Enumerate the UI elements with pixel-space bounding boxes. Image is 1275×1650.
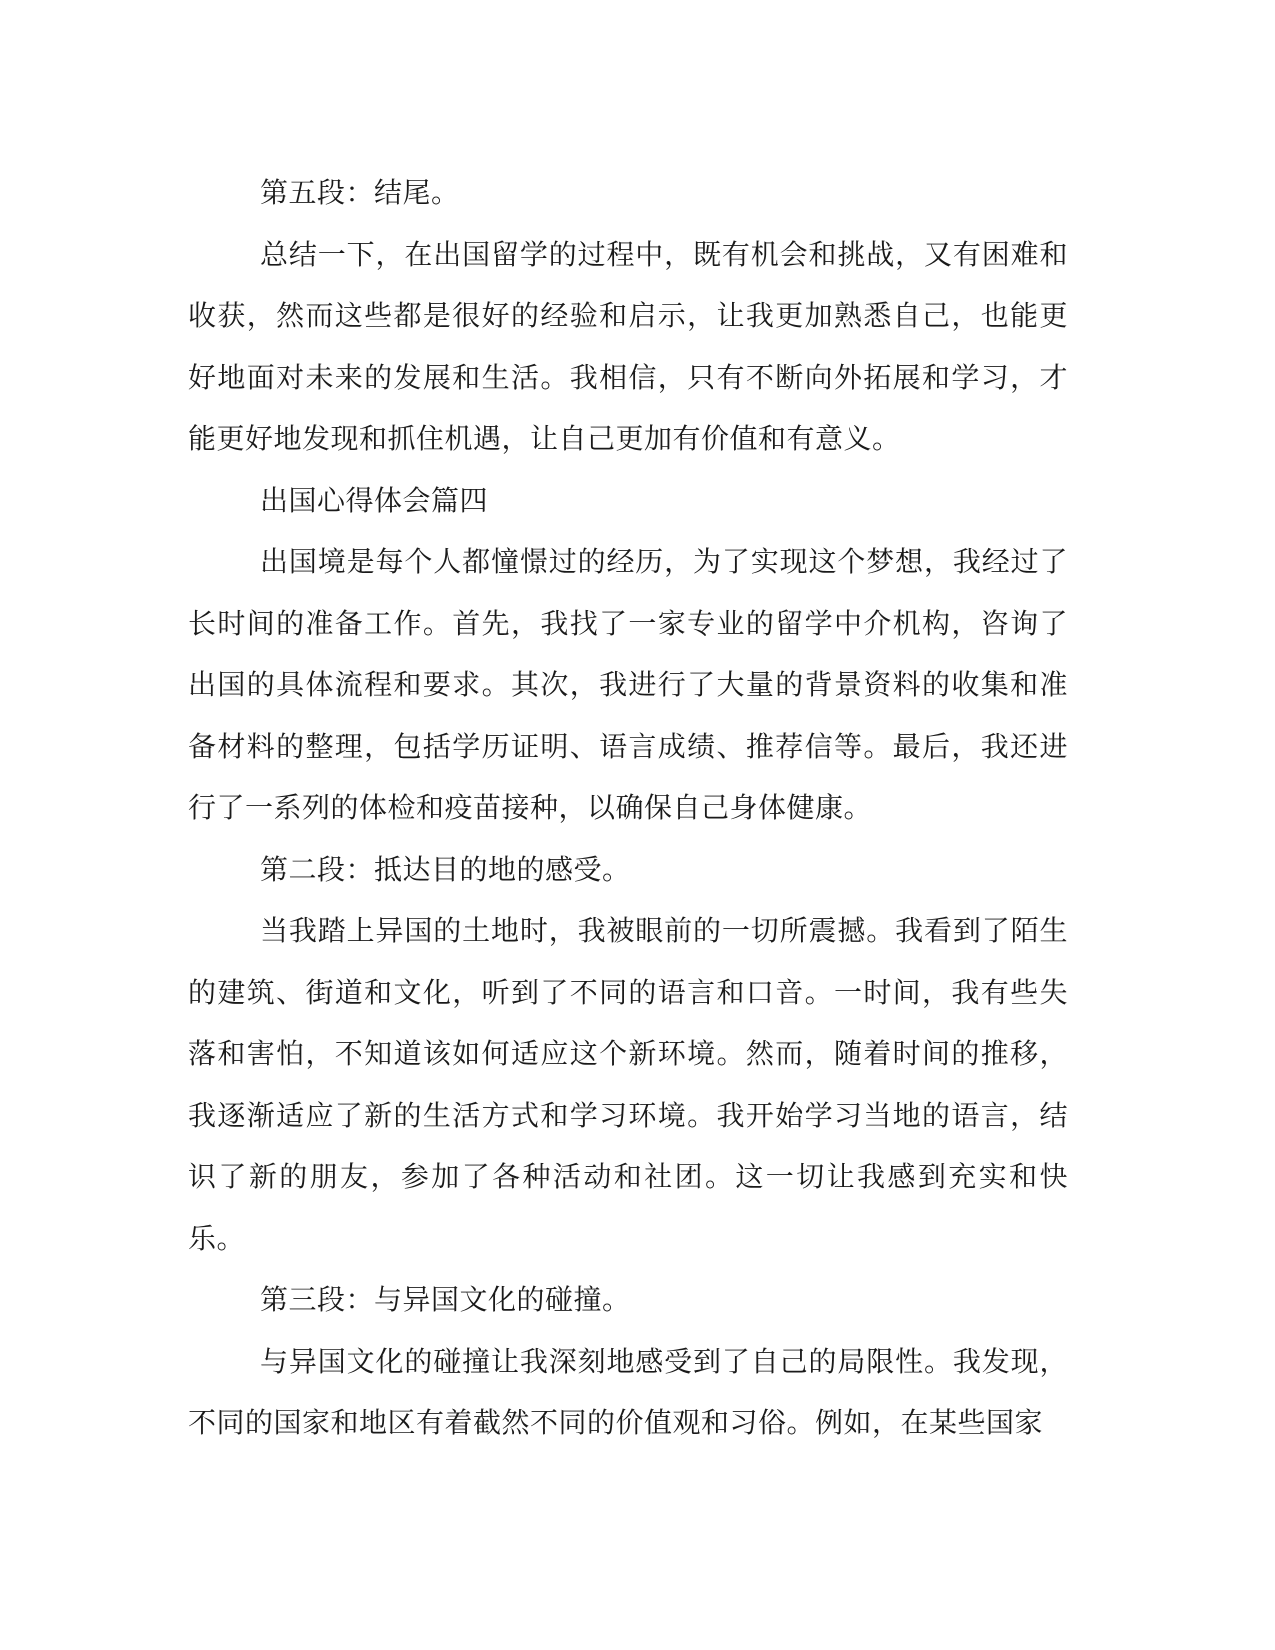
section-heading: 第五段：结尾。 <box>260 176 460 209</box>
body-paragraph: 总结一下，在出国留学的过程中，既有机会和挑战，又有困难和收获，然而这些都是很好的经验和启示，让我更加熟悉自己，也能更好地面对未来的发展和生活。我相信，只有不断向外拓展和学习，才能更好地发现和抓住机遇，让自己更加有价值和有意义。 <box>188 237 1068 455</box>
body-paragraph: 当我踏上异国的土地时，我被眼前的一切所震撼。我看到了陌生的建筑、街道和文化，听到了不同的语言和口音。一时间，我有些失落和害怕，不知道该如何适应这个新环境。然而，随着时间的推移，我逐渐适应了新的生活方式和学习环境。我开始学习当地的语言，结识了新的朋友，参加了各种活动和社团。这一切让我感到充实和快乐。 <box>188 914 1068 1255</box>
body-paragraph: 出国境是每个人都憧憬过的经历，为了实现这个梦想，我经过了长时间的准备工作。首先，我找了一家专业的留学中介机构，咨询了出国的具体流程和要求。其次，我进行了大量的背景资料的收集和准备材料的整理，包括学历证明、语言成绩、推荐信等。最后，我还进行了一系列的体检和疫苗接种，以确保自己身体健康。 <box>188 545 1068 824</box>
section-heading: 第三段：与异国文化的碰撞。 <box>260 1283 631 1316</box>
article-title: 出国心得体会篇四 <box>260 483 489 517</box>
section-heading: 第二段：抵达目的地的感受。 <box>260 852 631 886</box>
body-paragraph: 与异国文化的碰撞让我深刻地感受到了自己的局限性。我发现，不同的国家和地区有着截然不同的价值观和习俗。例如，在某些国家 <box>188 1344 1068 1439</box>
document-body <box>188 162 1068 1454</box>
